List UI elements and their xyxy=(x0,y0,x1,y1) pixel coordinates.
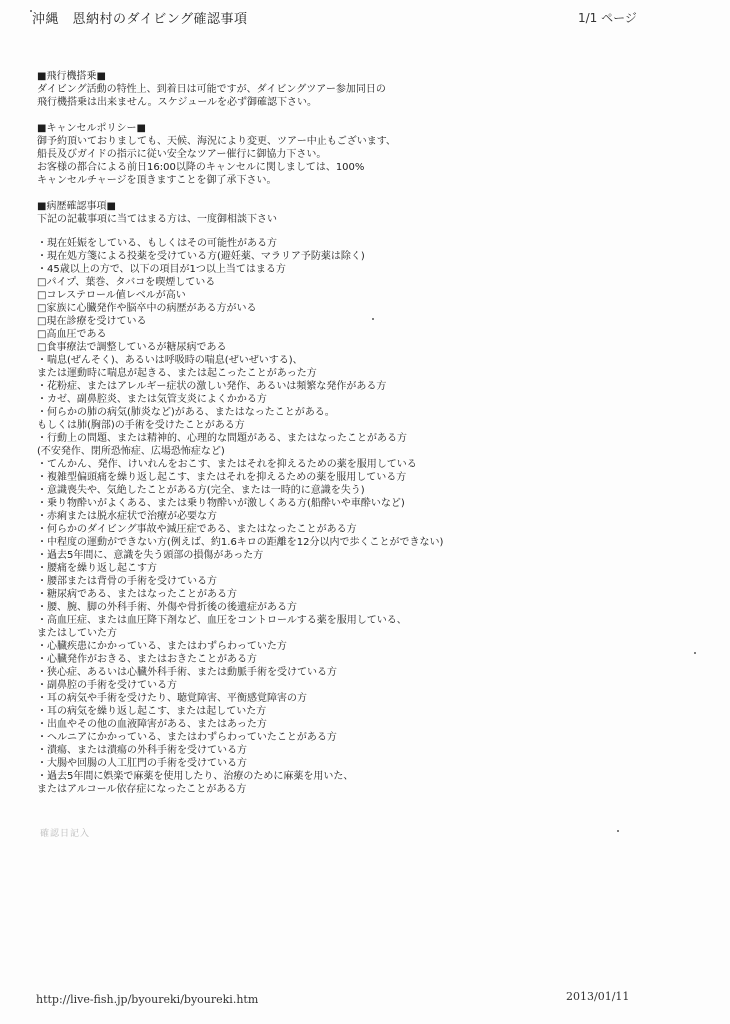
checklist-item: ・複雑型偏頭痛を繰り返し起こす、またはそれを抑えるための薬を服用している方 xyxy=(37,472,407,483)
checklist-item: ・乗り物酔いがよくある、または乗り物酔いが激しくある方(船酔いや車酔いなど) xyxy=(37,498,405,509)
medical-heading: ■病歴確認事項■ xyxy=(37,201,116,212)
checklist-item: ・大腸や回腸の人工肛門の手術を受けている方 xyxy=(37,758,247,769)
medical-section xyxy=(37,200,477,796)
footer-date: 2013/01/11 xyxy=(566,990,630,1003)
faded-stamp: 確認日記入 xyxy=(40,829,91,838)
cancel-line: キャンセルチャージを頂きますことを御了承下さい。 xyxy=(37,175,277,186)
checklist-item: □コレステロール値レベルが高い xyxy=(37,290,186,301)
checklist-item: ・45歳以上の方で、以下の項目が1つ以上当てはまる方 xyxy=(37,264,286,275)
checklist-item: ・行動上の問題、または精神的、心理的な問題がある、またはなったことがある方 xyxy=(37,433,407,444)
scan-speck xyxy=(372,318,374,320)
checklist-item: ・花粉症、またはアレルギー症状の激しい発作、あるいは頻繁な発作がある方 xyxy=(37,381,387,392)
checklist-item: ・過去5年間に娯楽で麻薬を使用したり、治療のために麻薬を用いた、 xyxy=(37,771,354,782)
checklist-item: □家族に心臓発作や脳卒中の病歴がある方がいる xyxy=(37,303,257,314)
checklist-item: ・喘息(ぜんそく)、あるいは呼吸時の喘息(ぜいぜいする)、 xyxy=(37,355,303,366)
checklist-item: またはしていた方 xyxy=(37,628,117,639)
checklist-item: ・耳の病気や手術を受けたり、聴覚障害、平衡感覚障害の方 xyxy=(37,693,307,704)
checklist-item: ・赤痢または脱水症状で治療が必要な方 xyxy=(37,511,217,522)
flight-line: 飛行機搭乗は出来ません。スケジュールを必ず御確認下さい。 xyxy=(37,97,317,108)
cancel-section xyxy=(37,122,477,187)
cancel-line: 船長及びガイドの指示に従い安全なツアー催行に御協力下さい。 xyxy=(37,149,327,160)
checklist-item: ・狭心症、あるいは心臓外科手術、または動脈手術を受けている方 xyxy=(37,667,337,678)
footer-url: http://live-fish.jp/byoureki/byoureki.htm xyxy=(36,993,259,1006)
checklist-item: ・意識喪失や、気絶したことがある方(完全、または一時的に意識を失う) xyxy=(37,485,365,496)
page-title: 沖縄 恩納村のダイビング確認事項 xyxy=(32,12,248,27)
checklist-item: ・過去5年間に、意識を失う頭部の損傷があった方 xyxy=(37,550,264,561)
checklist-item: □現在診療を受けている xyxy=(37,316,147,327)
checklist-item: ・腰部または背骨の手術を受けている方 xyxy=(37,576,217,587)
flight-heading: ■飛行機搭乗■ xyxy=(37,71,106,82)
checklist-item: またはアルコール依存症になったことがある方 xyxy=(37,784,247,795)
checklist-item: ・何らかのダイビング事故や減圧症である、またはなったことがある方 xyxy=(37,524,357,535)
checklist-item: ・腰、腕、脚の外科手術、外傷や骨折後の後遺症がある方 xyxy=(37,602,297,613)
checklist-item: ・現在処方箋による投薬を受けている方(避妊薬、マラリア予防薬は除く) xyxy=(37,251,365,262)
scan-speck xyxy=(694,652,696,654)
checklist-item: もしくは肺(胸部)の手術を受けたことがある方 xyxy=(37,420,245,431)
page-number: 1/1 ページ xyxy=(578,11,637,25)
flight-line: ダイビング活動の特性上、到着日は可能ですが、ダイビングツアー参加同日の xyxy=(37,84,386,95)
checklist-item: ・糖尿病である、またはなったことがある方 xyxy=(37,589,237,600)
checklist-item: ・高血圧症、または血圧降下剤など、血圧をコントロールする薬を服用している、 xyxy=(37,615,407,626)
flight-section xyxy=(37,70,477,109)
checklist-item: ・現在妊娠をしている、もしくはその可能性がある方 xyxy=(37,238,277,249)
scan-speck xyxy=(617,830,619,832)
checklist-item: ・腰痛を繰り返し起こす方 xyxy=(37,563,157,574)
document-body xyxy=(37,70,477,796)
checklist-item: ・副鼻腔の手術を受けている方 xyxy=(37,680,177,691)
cancel-line: 御予約頂いておりましても、天候、海況により変更、ツアー中止もございます、 xyxy=(37,136,396,147)
checklist-item: □パイプ、葉巻、タバコを喫煙している xyxy=(37,277,216,288)
checklist-item: □高血圧である xyxy=(37,329,107,340)
checklist-item: □食事療法で調整しているが糖尿病である xyxy=(37,342,227,353)
checklist-item: ・カゼ、副鼻腔炎、または気管支炎によくかかる方 xyxy=(37,394,267,405)
checklist-item: ・何らかの肺の病気(肺炎など)がある、またはなったことがある。 xyxy=(37,407,335,418)
checklist-item: ・耳の病気を繰り返し起こす、または起していた方 xyxy=(37,706,267,717)
medical-intro: 下記の記載事項に当てはまる方は、一度御相談下さい xyxy=(37,214,277,225)
medical-checklist xyxy=(37,237,477,796)
checklist-item: ・出血やその他の血液障害がある、またはあった方 xyxy=(37,719,267,730)
checklist-item: ・中程度の運動ができない方(例えば、約1.6キロの距離を12分以内で歩くことができない) xyxy=(37,537,444,548)
checklist-item: ・ヘルニアにかかっている、またはわずらわっていたことがある方 xyxy=(37,732,337,743)
checklist-item: または運動時に喘息が起きる、または起こったことがあった方 xyxy=(37,368,317,379)
checklist-item: (不安発作、閉所恐怖症、広場恐怖症など) xyxy=(37,446,225,457)
cancel-heading: ■キャンセルポリシー■ xyxy=(37,123,146,134)
checklist-item: ・心臓疾患にかかっている、またはわずらわっていた方 xyxy=(37,641,287,652)
checklist-item: ・心臓発作がおきる、またはおきたことがある方 xyxy=(37,654,257,665)
scan-speck xyxy=(30,10,32,12)
checklist-item: ・潰瘍、または潰瘍の外科手術を受けている方 xyxy=(37,745,247,756)
checklist-item: ・てんかん、発作、けいれんをおこす、またはそれを抑えるための薬を服用している xyxy=(37,459,417,470)
cancel-line: お客様の都合による前日16:00以降のキャンセルに関しましては、100% xyxy=(37,162,365,173)
